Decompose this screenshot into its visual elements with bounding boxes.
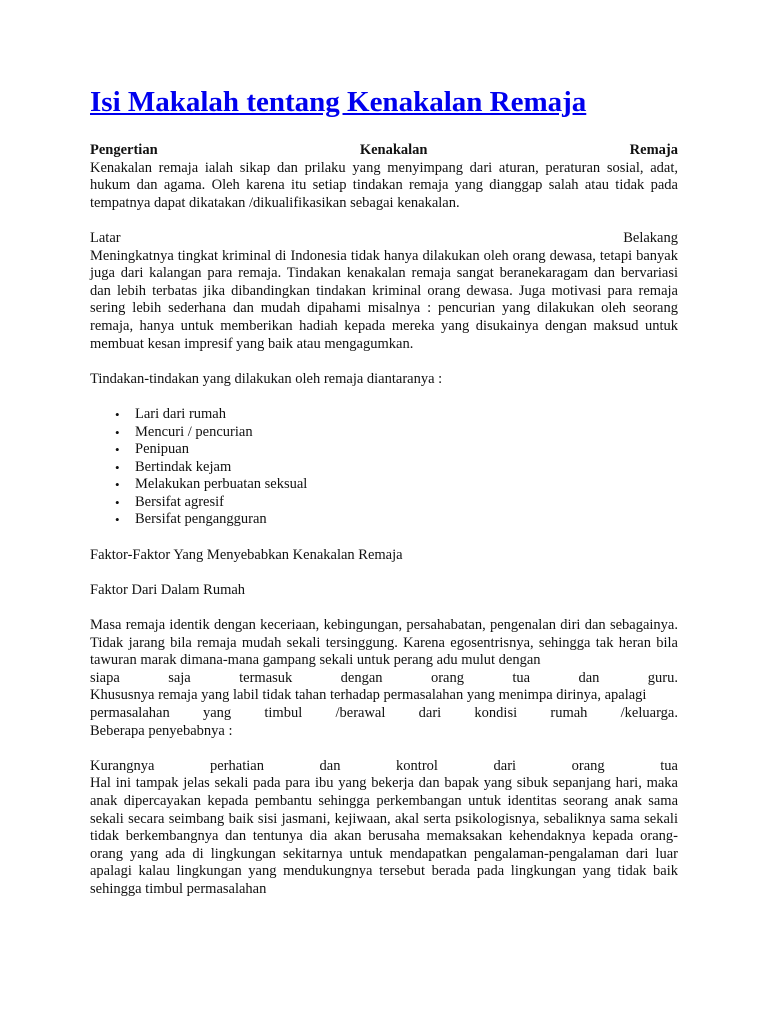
list-intro: Tindakan-tindakan yang dilakukan oleh remaja diantaranya : (90, 370, 443, 387)
line-word: permasalahan (90, 705, 170, 721)
justified-line (90, 670, 678, 688)
paragraph-khususnya: Khususnya remaja yang labil tidak tahan terhadap permasalahan yang menimpa dirinya, apalagi (90, 687, 647, 704)
list-item (115, 423, 678, 442)
heading-word: Latar (90, 229, 121, 246)
paragraph-masa-remaja: Masa remaja identik dengan keceriaan, kebingungan, persahabatan, pengenalan diri dan sebagainya. Tidak jarang bila remaja mudah sekali tersinggung. Karena egosentrisnya, sehingga tak heran bila tawuran marak dimana-mana gampang sekali untuk perang adu mulut dengan (90, 617, 678, 669)
document-content (90, 82, 678, 899)
bullet-icon: • (115, 406, 120, 422)
line-word: dan (578, 669, 600, 686)
spacer (90, 564, 678, 582)
list-item (115, 405, 678, 424)
list-item-label: Bersifat agresif (135, 493, 224, 510)
heading-word: kontrol (396, 757, 438, 774)
justified-line (90, 705, 678, 723)
heading-word: dari (493, 757, 517, 774)
paragraph-latar-belakang: Meningkatnya tingkat kriminal di Indonesia tidak hanya dilakukan oleh orang dewasa, tetapi banyak juga dari kalangan para remaja. Tindakan kenakalan remaja sangat beranekaragam dan bervariasi dan lebih terbatas jika dibandingkan tindakan kriminal orang dewasa. Juga motivasi para remaja sering lebih sederhana dan mudah dipahami misalnya : pencurian yang dilakukan oleh seorang remaja, hanya untuk memberikan hadiah kepada mereka yang disukainya dengan maksud untuk membuat kesan impresif yang baik atau mengagumkan. (90, 247, 678, 352)
faktor-subheading: Faktor Dari Dalam Rumah (90, 581, 246, 598)
list-item (115, 458, 678, 477)
paragraph-kurangnya: Hal ini tampak jelas sekali pada para ibu yang bekerja dan bapak yang sibuk sepanjang hari, maka anak dipercayakan kepada pembantu sehingga perkembangan untuk identitas seorang anak sama sekali secara seimbang baik sisi jasmani, kejiwaan, akal serta psikologisnya, sebaliknya sama sekali tidak berkembangnya dan tentunya dia akan berusaha memaksakan kehendaknya kepada orang-orang yang ada di lingkungan sekitarnya untuk mendapatkan pengalaman-pengalaman dari luar apalagi kalau lingkungan yang mendukungnya tersebut berada pada lingkungan yang tidak baik sehingga timbul permasalahan (90, 775, 678, 897)
heading-word: Kenakalan (359, 142, 428, 158)
paragraph-penyebab: Beberapa penyebabnya : (90, 722, 233, 739)
line-word: siapa (90, 669, 120, 686)
list-item-label: Penipuan (135, 441, 189, 458)
spacer (90, 740, 678, 758)
line-word: rumah (550, 705, 588, 721)
line-word: orang (430, 669, 464, 686)
heading-word: perhatian (210, 757, 264, 774)
line-word: dari (418, 705, 442, 721)
bullet-icon: • (115, 477, 120, 493)
line-word: saja (168, 669, 191, 686)
list-item (115, 476, 678, 494)
list-item (115, 511, 678, 529)
spacer (90, 353, 678, 371)
heading-word: dan (319, 757, 341, 774)
list-item-label: Lari dari rumah (135, 405, 226, 422)
line-word: guru. (647, 669, 678, 686)
section-heading-pengertian (90, 142, 678, 160)
line-word: kondisi (474, 705, 518, 721)
line-word: timbul (264, 705, 303, 721)
line-word: termasuk (239, 669, 293, 686)
list-item-label: Mencuri / pencurian (135, 423, 253, 440)
list-item (115, 493, 678, 512)
tindakan-list (90, 406, 678, 529)
line-word: dengan (340, 669, 383, 686)
bullet-icon: • (115, 459, 120, 475)
spacer (90, 599, 678, 617)
bullet-icon: • (115, 512, 120, 528)
bullet-icon: • (115, 442, 120, 458)
heading-word: tua (660, 757, 678, 774)
list-item-label: Bersifat pengangguran (135, 511, 267, 528)
heading-word: Belakang (623, 229, 678, 246)
spacer (90, 212, 678, 230)
heading-word: orang (571, 757, 605, 774)
document-title[interactable]: Isi Makalah tentang Kenakalan Remaja (90, 86, 587, 118)
list-item-label: Melakukan perbuatan seksual (135, 476, 308, 493)
spacer (90, 529, 678, 547)
section-heading-kurangnya (90, 758, 678, 776)
spacer (90, 388, 678, 406)
line-word: tua (512, 669, 531, 686)
heading-word: Pengertian (90, 142, 158, 158)
heading-word: Remaja (629, 142, 678, 158)
heading-word: Kurangnya (90, 757, 155, 774)
line-word: yang (202, 705, 232, 721)
list-item (115, 441, 678, 459)
bullet-icon: • (115, 494, 120, 510)
faktor-heading: Faktor-Faktor Yang Menyebabkan Kenakalan Remaja (90, 546, 403, 563)
paragraph-pengertian: Kenakalan remaja ialah sikap dan prilaku yang menyimpang dari aturan, peraturan sosial, adat, hukum dan agama. Oleh karena itu setiap tindakan remaja yang dianggap salah atau tidak pada tempatnya dapat dikatakan /dikualifikasikan sebagai kenakalan. (90, 159, 678, 211)
bullet-icon: • (115, 424, 120, 440)
list-item-label: Bertindak kejam (135, 458, 232, 475)
line-word: /keluarga. (620, 705, 678, 721)
section-heading-latar-belakang (90, 230, 678, 248)
line-word: /berawal (335, 705, 386, 721)
